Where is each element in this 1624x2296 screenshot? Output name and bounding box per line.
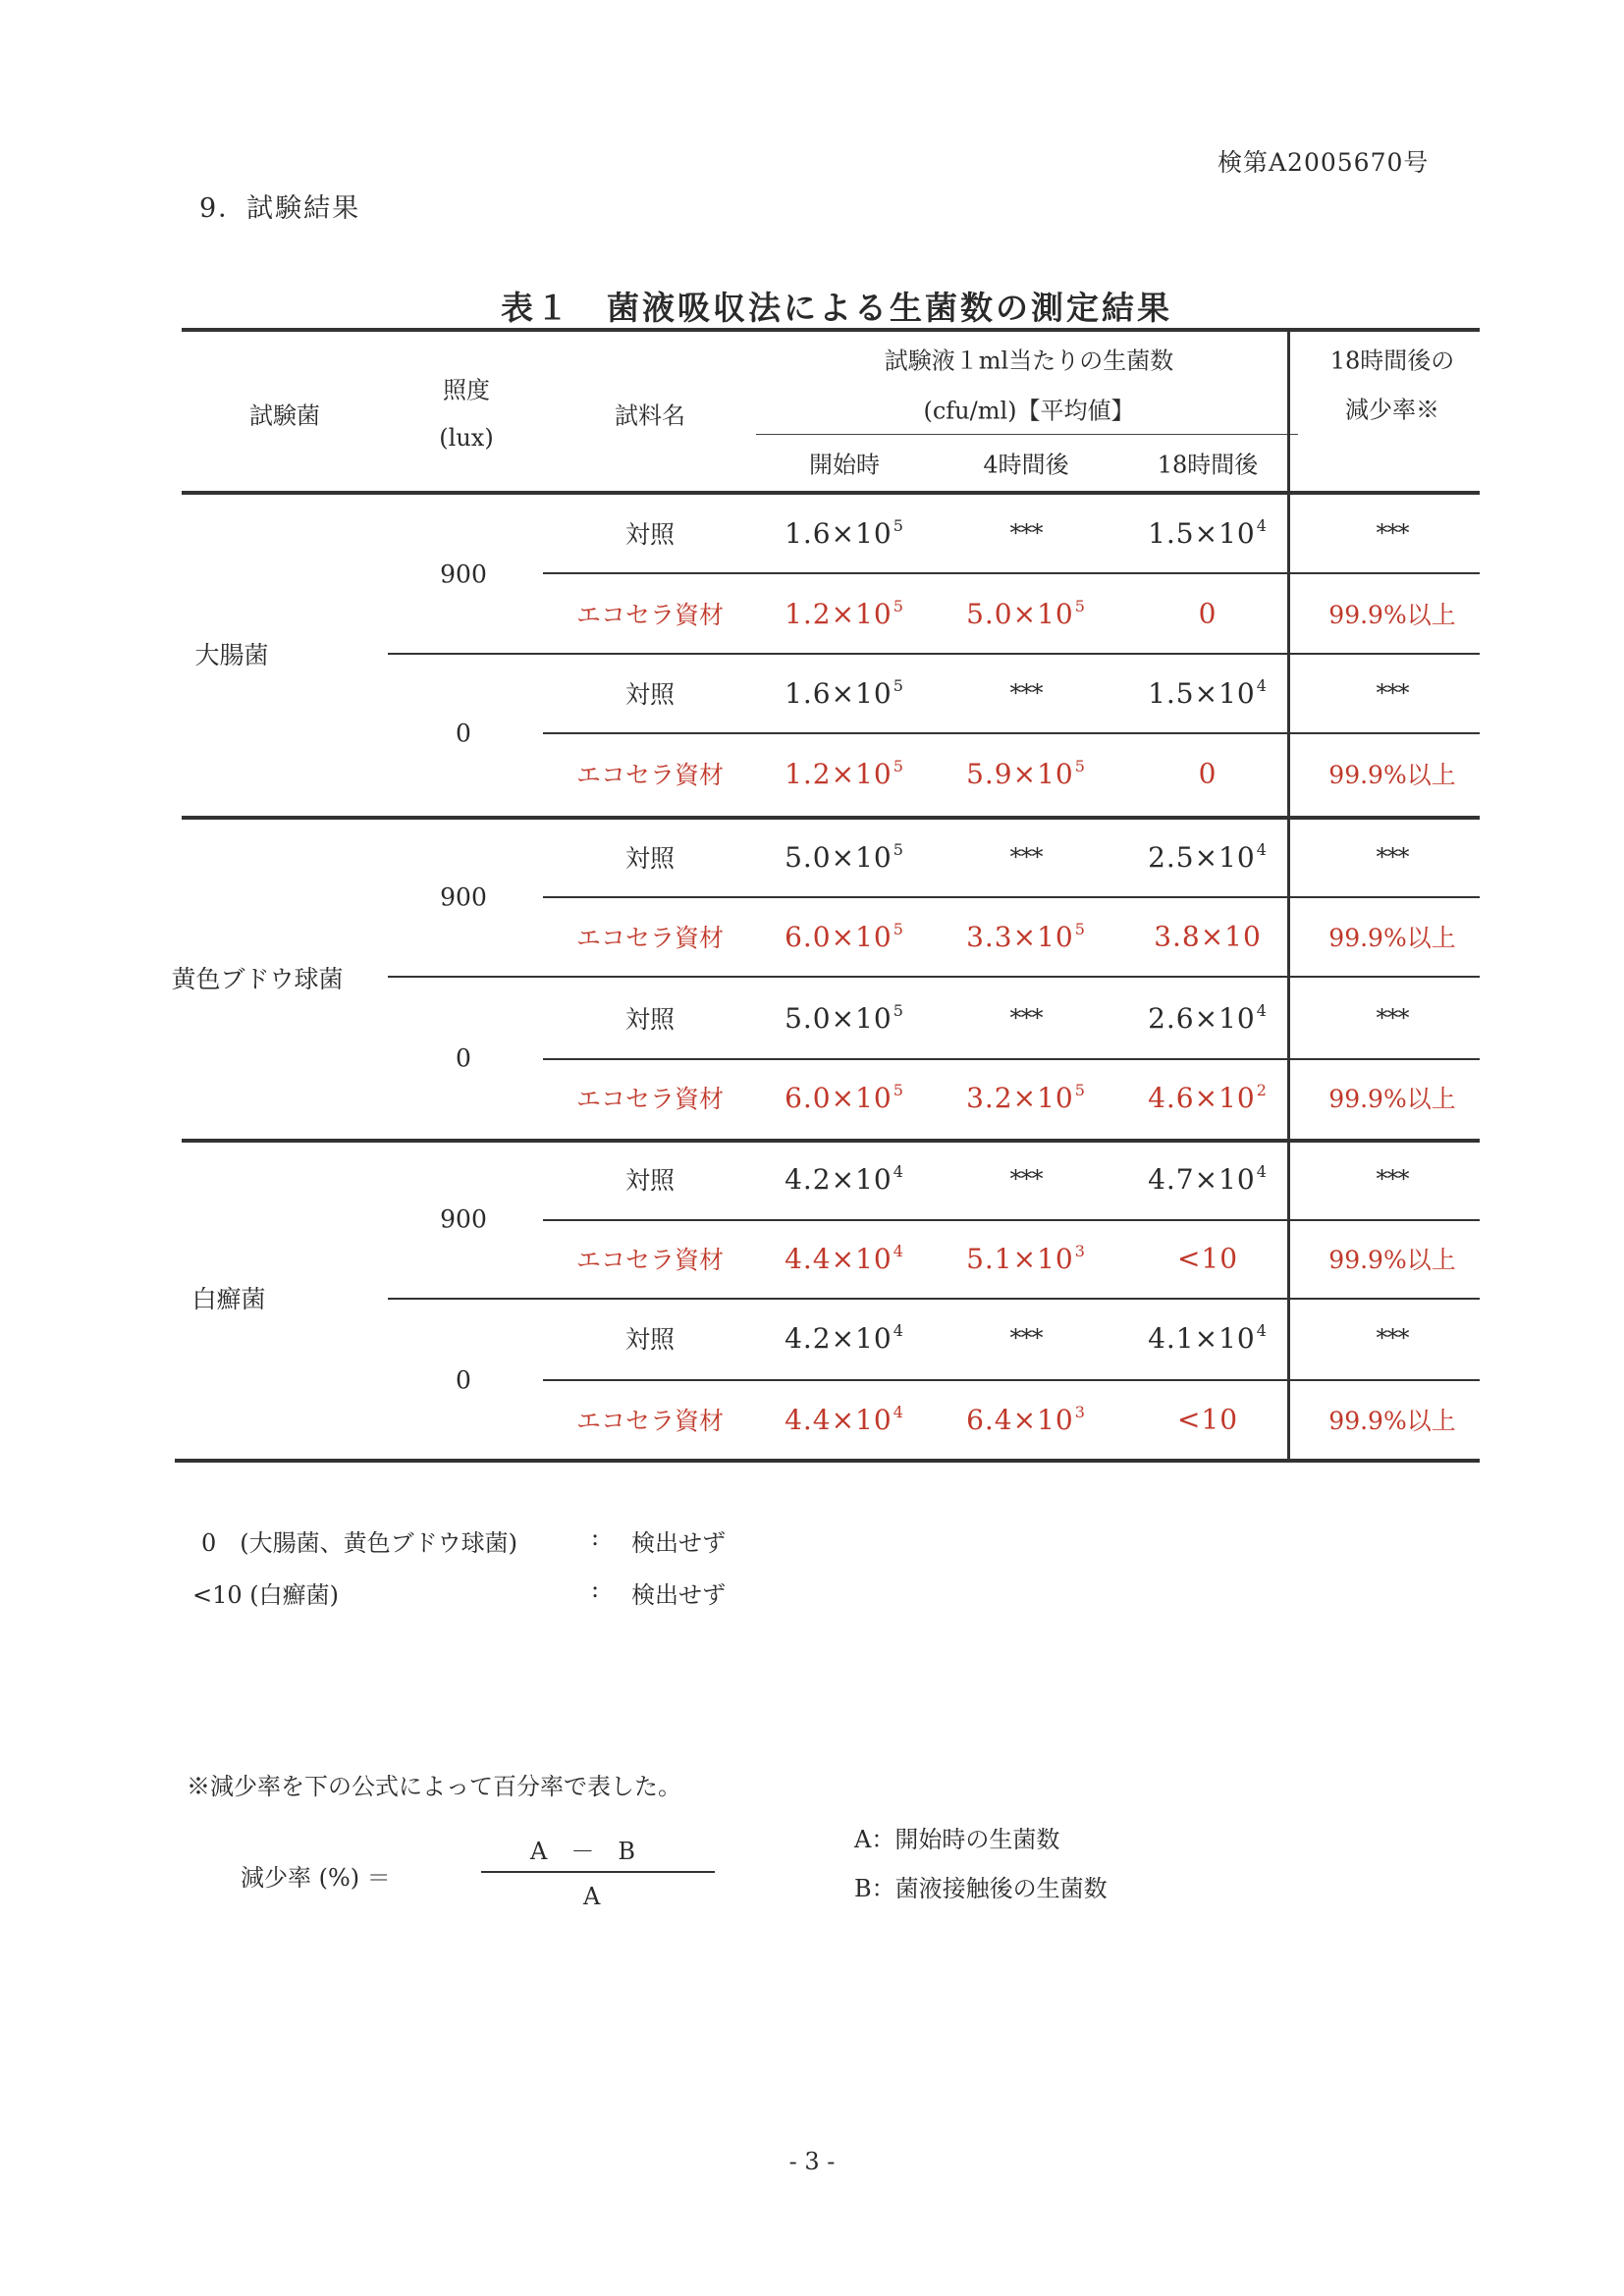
- lux-value: 0: [456, 1365, 471, 1395]
- cell-sample: 対照: [624, 1325, 676, 1354]
- cell-sample: エコセラ資材: [575, 601, 725, 629]
- header-bottom-rule: [182, 491, 1480, 495]
- value-mantissa: 1.2×10: [785, 598, 893, 630]
- table-top-rule: [182, 328, 1480, 332]
- cell-start: [785, 516, 904, 550]
- value-mantissa: ***: [1009, 1165, 1043, 1193]
- value-mantissa: ***: [1009, 843, 1043, 871]
- header-count-line2: (cfu/ml)【平均値】: [923, 397, 1135, 425]
- cell-h18: [1148, 516, 1268, 550]
- formula-numerator: A － B: [530, 1838, 635, 1865]
- lux-rule-1: [388, 653, 1480, 655]
- sample-rule: [543, 732, 1480, 734]
- value-mantissa: 4.7×10: [1148, 1163, 1256, 1196]
- cell-rate: ***: [1376, 1324, 1409, 1352]
- cell-sample: 対照: [624, 844, 676, 873]
- note-label: 0 (大腸菌、黄色ブドウ球菌): [201, 1529, 517, 1557]
- value-exponent: 3: [1074, 1242, 1086, 1260]
- note-separator: :: [591, 1575, 600, 1603]
- value-exponent: 5: [893, 1081, 904, 1099]
- value-exponent: 4: [1256, 516, 1268, 535]
- cell-sample: 対照: [624, 680, 676, 709]
- cell-h18: [1148, 1001, 1268, 1035]
- value-exponent: 3: [1074, 1403, 1086, 1421]
- cell-sample: エコセラ資材: [575, 1246, 725, 1274]
- value-mantissa: 6.0×10: [785, 1082, 893, 1114]
- table-caption: 表１ 菌液吸収法による生菌数の測定結果: [501, 289, 1172, 327]
- value-mantissa: 3.2×10: [966, 1082, 1074, 1114]
- header-bacteria: 試験菌: [249, 401, 320, 430]
- cell-start: [785, 1403, 904, 1436]
- value-mantissa: 2.6×10: [1148, 1002, 1256, 1035]
- cell-h4: [1010, 1165, 1043, 1193]
- value-mantissa: 1.6×10: [785, 517, 893, 550]
- lux-value: 0: [456, 1043, 471, 1073]
- value-mantissa: 6.4×10: [966, 1404, 1074, 1436]
- cell-h4: [1010, 843, 1043, 871]
- value-mantissa: 3.3×10: [966, 921, 1074, 953]
- lux-rule-2: [388, 976, 1480, 978]
- value-mantissa: 1.5×10: [1148, 677, 1256, 710]
- cell-rate: ***: [1376, 1165, 1409, 1193]
- section-title: 9．試験結果: [199, 193, 361, 224]
- cell-h18: [1148, 676, 1268, 710]
- value-mantissa: ***: [1009, 1004, 1043, 1032]
- cell-h4: [966, 597, 1086, 630]
- value-exponent: 5: [893, 516, 904, 535]
- value-mantissa: 4.4×10: [785, 1243, 893, 1275]
- value-mantissa: ***: [1009, 679, 1043, 707]
- group-rule-1: [182, 816, 1480, 820]
- header-18h: 18時間後: [1157, 451, 1259, 479]
- value-mantissa: 6.0×10: [785, 921, 893, 953]
- value-exponent: 5: [1074, 1081, 1086, 1099]
- value-mantissa: 5.9×10: [966, 758, 1074, 790]
- header-count-line1: 試験液１ml当たりの生菌数: [884, 347, 1174, 375]
- value-mantissa: 4.6×10: [1148, 1082, 1256, 1114]
- value-exponent: 5: [893, 676, 904, 695]
- cell-h4: [966, 757, 1086, 790]
- cell-rate: 99.9%以上: [1328, 1407, 1456, 1435]
- cell-start: [785, 676, 904, 710]
- cell-start: [785, 1001, 904, 1035]
- header-sample: 試料名: [615, 401, 685, 430]
- cell-h18: [1199, 758, 1218, 790]
- note-label: <10 (白癬菌): [192, 1581, 340, 1609]
- value-mantissa: 0: [1198, 757, 1218, 790]
- value-mantissa: 5.0×10: [966, 598, 1074, 630]
- value-exponent: 5: [1074, 757, 1086, 775]
- header-4h: 4時間後: [983, 451, 1069, 479]
- definition-a: A：開始時の生菌数: [854, 1826, 1060, 1853]
- value-mantissa: 1.5×10: [1148, 517, 1256, 550]
- cell-h4: [1010, 679, 1043, 707]
- value-mantissa: 1.6×10: [785, 677, 893, 710]
- cell-sample: エコセラ資材: [575, 924, 725, 952]
- value-mantissa: 5.1×10: [966, 1243, 1074, 1275]
- cell-rate: 99.9%以上: [1328, 601, 1456, 629]
- cell-rate: 99.9%以上: [1328, 1085, 1456, 1113]
- cell-h18: [1148, 1081, 1268, 1114]
- header-rate-line1: 18時間後の: [1329, 347, 1455, 375]
- cell-h18: [1154, 921, 1262, 953]
- cell-rate: 99.9%以上: [1328, 924, 1456, 952]
- cell-h4: [966, 1403, 1086, 1436]
- value-exponent: 5: [893, 1001, 904, 1020]
- rate-column-rule: [1287, 328, 1290, 1461]
- cell-rate: ***: [1376, 519, 1409, 547]
- value-mantissa: 3.8×10: [1154, 920, 1262, 953]
- cell-start: [785, 1081, 904, 1114]
- cell-start: [785, 920, 904, 953]
- value-exponent: 4: [1256, 1321, 1268, 1340]
- cell-rate: ***: [1376, 679, 1409, 707]
- cell-h18: [1148, 840, 1268, 874]
- value-mantissa: ***: [1009, 519, 1043, 547]
- document-number: 検第A2005670号: [1218, 148, 1430, 177]
- note-value: 検出せず: [631, 1581, 726, 1609]
- lux-value: 900: [440, 1204, 487, 1234]
- page-number: - 3 -: [788, 2148, 836, 2175]
- note-separator: :: [591, 1523, 600, 1551]
- cell-sample: エコセラ資材: [575, 1407, 725, 1435]
- header-rate-line2: 減少率※: [1345, 396, 1439, 424]
- value-mantissa: 4.1×10: [1148, 1322, 1256, 1355]
- cell-start: [785, 757, 904, 790]
- bacteria-name: 黄色ブドウ球菌: [171, 965, 344, 993]
- cell-h18: [1148, 1162, 1268, 1196]
- value-mantissa: 0: [1198, 597, 1218, 630]
- cell-rate: ***: [1376, 843, 1409, 871]
- header-lux-line1: 照度: [443, 376, 490, 404]
- cell-rate: 99.9%以上: [1328, 1246, 1456, 1274]
- cell-h4: [1010, 1004, 1043, 1032]
- value-mantissa: <10: [1176, 1403, 1239, 1436]
- value-exponent: 5: [893, 920, 904, 938]
- value-exponent: 4: [1256, 1001, 1268, 1020]
- value-mantissa: ***: [1009, 1324, 1043, 1352]
- cell-sample: エコセラ資材: [575, 761, 725, 789]
- cell-sample: 対照: [624, 1005, 676, 1034]
- cell-h4: [1010, 519, 1043, 547]
- cell-h18: [1177, 1404, 1238, 1436]
- cell-h4: [966, 920, 1086, 953]
- cell-h18: [1177, 1243, 1238, 1275]
- cell-h4: [966, 1081, 1086, 1114]
- cell-h4: [1010, 1324, 1043, 1352]
- cell-sample: エコセラ資材: [575, 1085, 725, 1113]
- lux-rule-3: [388, 1298, 1480, 1300]
- cell-start: [785, 1321, 904, 1355]
- sample-rule: [543, 1379, 1480, 1381]
- cell-sample: 対照: [624, 1166, 676, 1195]
- value-exponent: 4: [893, 1403, 904, 1421]
- formula-intro: ※減少率を下の公式によって百分率で表した。: [187, 1773, 681, 1800]
- lux-value: 900: [440, 560, 487, 589]
- lux-value: 900: [440, 882, 487, 912]
- value-mantissa: 5.0×10: [785, 1002, 893, 1035]
- value-exponent: 5: [1074, 920, 1086, 938]
- value-exponent: 5: [893, 840, 904, 859]
- group-rule-2: [182, 1139, 1480, 1143]
- header-start: 開始時: [809, 451, 880, 479]
- value-exponent: 2: [1256, 1081, 1268, 1099]
- value-mantissa: 4.2×10: [785, 1322, 893, 1355]
- cell-h18: [1148, 1321, 1268, 1355]
- cell-h4: [966, 1242, 1086, 1275]
- value-exponent: 4: [1256, 1162, 1268, 1181]
- sample-rule: [543, 896, 1480, 898]
- cell-start: [785, 1242, 904, 1275]
- value-exponent: 4: [1256, 676, 1268, 695]
- sample-rule: [543, 572, 1480, 574]
- cell-start: [785, 840, 904, 874]
- cell-h18: [1199, 598, 1218, 630]
- cell-start: [785, 597, 904, 630]
- cell-rate: ***: [1376, 1004, 1409, 1032]
- bacteria-name: 大腸菌: [194, 641, 269, 669]
- header-lux-line2: (lux): [439, 424, 494, 452]
- sample-rule: [543, 1058, 1480, 1060]
- formula-denominator: A: [583, 1883, 601, 1910]
- value-exponent: 4: [893, 1321, 904, 1340]
- definition-b: B：菌液接触後の生菌数: [854, 1875, 1108, 1902]
- value-mantissa: 5.0×10: [785, 841, 893, 874]
- formula-lhs: 減少率 (%) ＝: [241, 1864, 391, 1892]
- fraction-bar: [481, 1871, 715, 1873]
- cell-start: [785, 1162, 904, 1196]
- value-mantissa: 1.2×10: [785, 758, 893, 790]
- cell-sample: 対照: [624, 520, 676, 549]
- cell-rate: 99.9%以上: [1328, 761, 1456, 789]
- note-value: 検出せず: [631, 1529, 726, 1557]
- lux-value: 0: [456, 719, 471, 748]
- value-exponent: 4: [893, 1162, 904, 1181]
- value-exponent: 4: [1256, 840, 1268, 859]
- value-mantissa: 2.5×10: [1148, 841, 1256, 874]
- table-bottom-rule: [175, 1459, 1480, 1463]
- value-exponent: 5: [893, 597, 904, 615]
- header-sub-rule: [756, 434, 1298, 435]
- value-mantissa: 4.2×10: [785, 1163, 893, 1196]
- sample-rule: [543, 1219, 1480, 1221]
- value-exponent: 5: [1074, 597, 1086, 615]
- value-mantissa: 4.4×10: [785, 1404, 893, 1436]
- value-exponent: 5: [893, 757, 904, 775]
- value-mantissa: <10: [1176, 1242, 1239, 1275]
- bacteria-name: 白癬菌: [191, 1285, 266, 1313]
- value-exponent: 4: [893, 1242, 904, 1260]
